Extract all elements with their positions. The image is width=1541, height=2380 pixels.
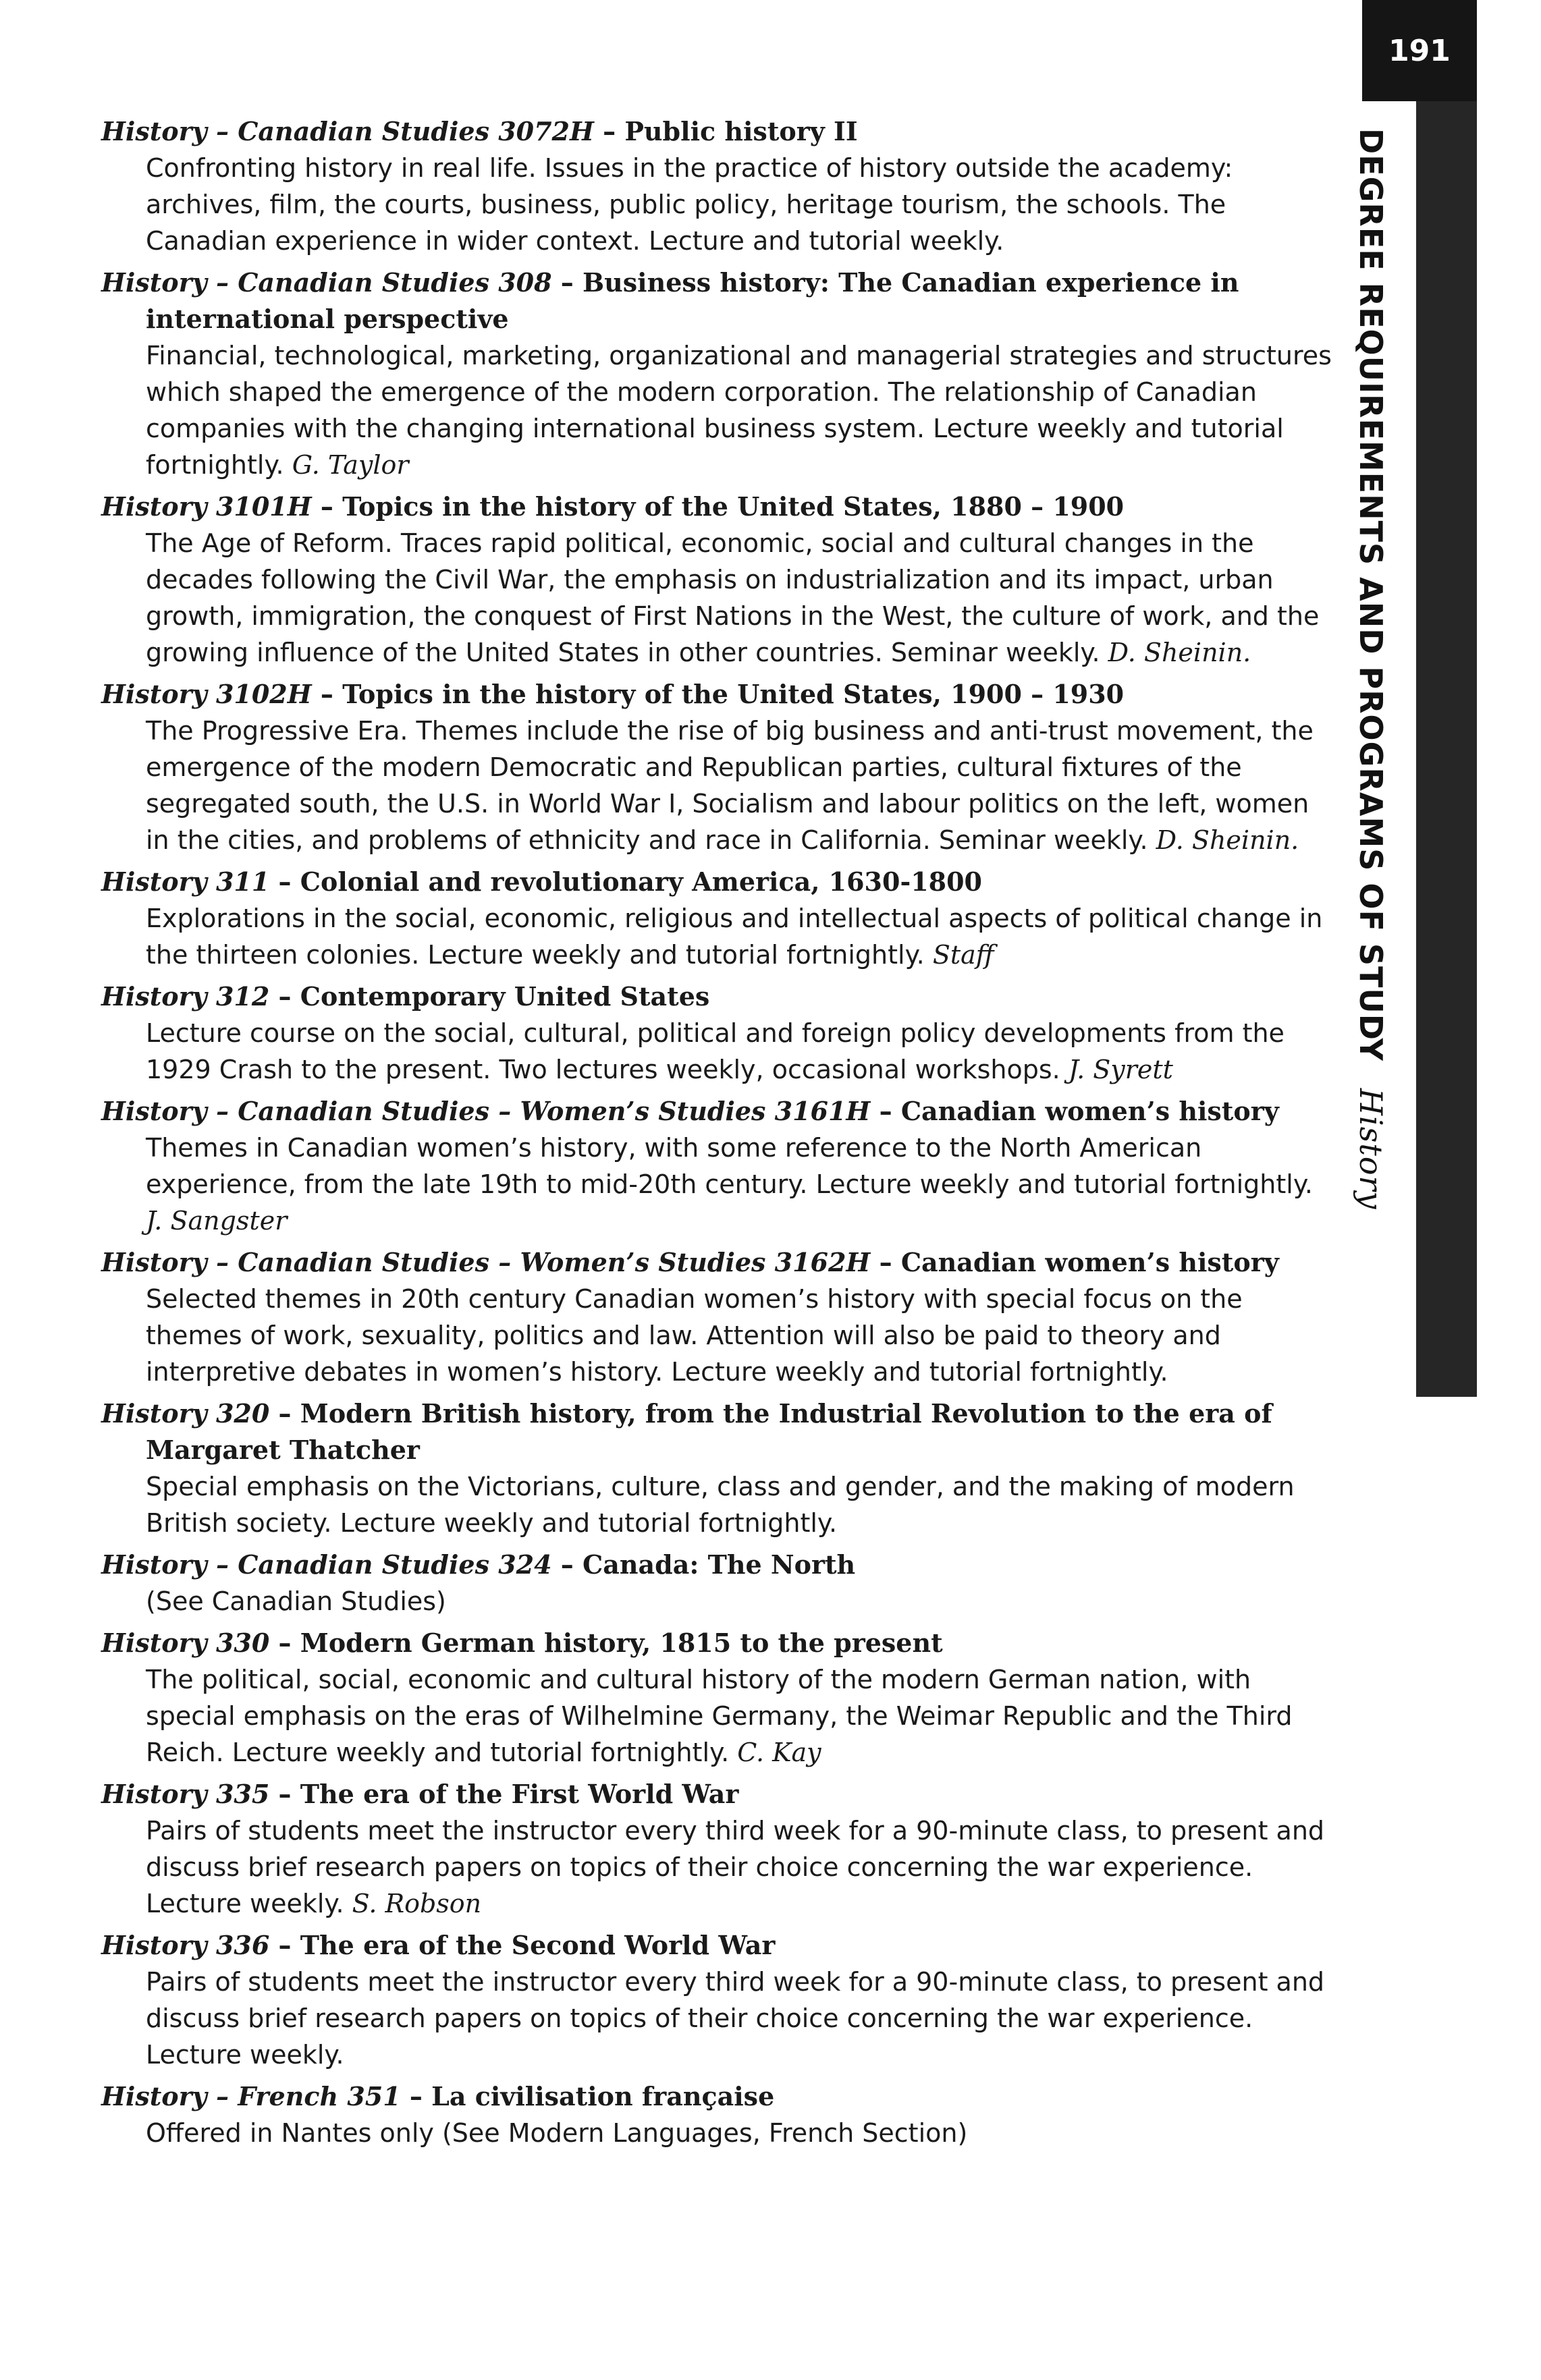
course-description [101,1468,1336,1541]
course-code: History – Canadian Studies 3072H [101,116,594,146]
course-heading: History – Canadian Studies – Women’s Studies 3161H – Canadian women’s history [101,1096,1279,1126]
course-description [101,1583,1336,1620]
course-description [101,1812,1336,1922]
description-text: Special emphasis on the Victorians, culture, class and gender, and the making of modern British society. Lecture weekly and tutorial fortnightly. [146,1472,1295,1538]
page-number: 191 [1362,0,1477,101]
course-name: The era of the First World War [300,1779,739,1809]
course-entry [101,265,1336,483]
course-entry [101,1776,1336,1922]
course-code: History – Canadian Studies – Women’s Studies 3162H [101,1247,871,1277]
course-name: Business history: The Canadian experience in international perspective [146,267,1239,334]
course-list [101,113,1336,2157]
description-text: Explorations in the social, economic, religious and intellectual aspects of political change in the thirteen colonies. Lecture weekly and tutorial fortnightly. [146,904,1323,970]
section-subtitle: History [1353,1088,1389,1210]
course-code: History – Canadian Studies – Women’s Studies 3161H [101,1096,871,1126]
description-text: The political, social, economic and cultural history of the modern German nation, with special emphasis on the eras of Wilhelmine Germany, the Weimar Republic and the Third Reich. Lecture weekly and tutorial fortnightly. [146,1665,1293,1767]
description-text: Offered in Nantes only (See Modern Languages, French Section) [146,2118,968,2148]
course-code: History – Canadian Studies 324 [101,1549,552,1580]
course-name: Modern German history, 1815 to the present [300,1628,943,1658]
course-heading: History 330 – Modern German history, 1815 to the present [101,1628,943,1658]
description-text: Financial, technological, marketing, organizational and managerial strategies and structures which shaped the emergence of the modern corporation. The relationship of Canadian companies with the changing international business system. Lecture weekly and tutorial fortnightly. [146,341,1332,480]
course-entry [101,489,1336,671]
course-name: Colonial and revolutionary America, 1630-1800 [300,866,982,897]
description-text: The Progressive Era. Themes include the rise of big business and anti-trust movement, the emergence of the modern Democratic and Republican parties, cultural fixtures of the segregated south, the U.S. in World War I, Socialism and labour politics on the left, women in the cities, and problems of ethnicity and race in California. Seminar weekly. [146,716,1314,855]
course-description [101,713,1336,858]
course-heading: History 3101H – Topics in the history of the United States, 1880 – 1900 [101,491,1125,522]
description-text: Pairs of students meet the instructor every third week for a 90-minute class, to present and discuss brief research papers on topics of their choice concerning the war experience. Lecture weekly. [146,1967,1325,2070]
instructor: D. Sheinin. [1108,638,1251,667]
course-name: Canadian women’s history [900,1096,1279,1126]
course-entry [101,2078,1336,2151]
course-code: History – Canadian Studies 308 [101,267,552,298]
course-name: Topics in the history of the United States, 1880 – 1900 [342,491,1125,522]
instructor: Staff [932,940,994,970]
section-title: DEGREE REQUIREMENTS AND PROGRAMS OF STUDY [1353,128,1389,1061]
course-code: History 3101H [101,491,312,522]
course-name: Contemporary United States [300,981,710,1012]
course-description [101,900,1336,973]
course-entry [101,676,1336,858]
course-heading: History – Canadian Studies – Women’s Studies 3162H – Canadian women’s history [101,1247,1279,1277]
course-heading: History 3102H – Topics in the history of the United States, 1900 – 1930 [101,679,1125,709]
course-name: The era of the Second World War [300,1930,776,1960]
instructor: D. Sheinin. [1156,825,1299,855]
course-code: History – French 351 [101,2081,401,2111]
course-description [101,1130,1336,1239]
course-heading: History 335 – The era of the First World War [101,1779,739,1809]
course-name: Modern British history, from the Industrial Revolution to the era of Margaret Thatcher [146,1398,1272,1465]
instructor: J. Sangster [146,1206,288,1236]
course-heading: History 311 – Colonial and revolutionary America, 1630-1800 [101,866,982,897]
instructor: G. Taylor [292,450,409,480]
description-text: (See Canadian Studies) [146,1586,446,1616]
course-entry [101,113,1336,259]
course-heading: History – Canadian Studies 308 – Business history: The Canadian experience in international perspective [101,267,1239,334]
course-description [101,150,1336,259]
course-code: History 335 [101,1779,270,1809]
course-code: History 3102H [101,679,312,709]
course-code: History 311 [101,866,270,897]
instructor: C. Kay [737,1738,821,1767]
description-text: Confronting history in real life. Issues in the practice of history outside the academy: archives, film, the courts, business, public policy, heritage tourism, the schools. The Canadian experience in wider context. Lecture and tutorial weekly. [146,153,1233,256]
course-heading: History 312 – Contemporary United States [101,981,710,1012]
description-text: The Age of Reform. Traces rapid political, economic, social and cultural changes in the decades following the Civil War, the emphasis on industrialization and its impact, urban growth, immigration, the conquest of First Nations in the West, the culture of work, and the growing influence of the United States in other countries. Seminar weekly. [146,528,1320,667]
instructor: J. Syrett [1068,1055,1173,1084]
course-heading: History 320 – Modern British history, from the Industrial Revolution to the era of Margaret Thatcher [101,1398,1272,1465]
course-description [101,337,1336,483]
course-description [101,525,1336,671]
course-description [101,1015,1336,1088]
course-description [101,2115,1336,2151]
course-entry [101,1547,1336,1620]
course-heading: History – Canadian Studies 3072H – Public history II [101,116,858,146]
course-entry [101,1395,1336,1541]
section-side-label [1353,128,1389,1210]
course-code: History 320 [101,1398,270,1429]
course-description [101,1964,1336,2073]
course-code: History 312 [101,981,270,1012]
course-entry [101,978,1336,1088]
course-heading: History – Canadian Studies 324 – Canada: The North [101,1549,856,1580]
course-entry [101,1927,1336,2073]
description-text: Pairs of students meet the instructor every third week for a 90-minute class, to present and discuss brief research papers on topics of their choice concerning the war experience. Lecture weekly. [146,1816,1325,1918]
course-name: Public history II [624,116,858,146]
course-entry [101,1093,1336,1239]
course-name: Topics in the history of the United States, 1900 – 1930 [342,679,1125,709]
instructor: S. Robson [352,1889,482,1918]
course-name: Canadian women’s history [900,1247,1279,1277]
course-entry [101,1244,1336,1390]
course-entry [101,864,1336,973]
course-code: History 330 [101,1628,270,1658]
description-text: Lecture course on the social, cultural, political and foreign policy developments from the 1929 Crash to the present. Two lectures weekly, occasional workshops. [146,1018,1285,1084]
course-description [101,1661,1336,1771]
course-description [101,1281,1336,1390]
description-text: Selected themes in 20th century Canadian women’s history with special focus on the themes of work, sexuality, politics and law. Attention will also be paid to theory and interpretive debates in women’s history. Lecture weekly and tutorial fortnightly. [146,1284,1243,1387]
course-entry [101,1625,1336,1771]
course-heading: History – French 351 – La civilisation française [101,2081,775,2111]
course-name: Canada: The North [583,1549,856,1580]
course-heading: History 336 – The era of the Second World War [101,1930,776,1960]
course-code: History 336 [101,1930,270,1960]
description-text: Themes in Canadian women’s history, with some reference to the North American experience, from the late 19th to mid-20th century. Lecture weekly and tutorial fortnightly. [146,1133,1313,1199]
course-name: La civilisation française [431,2081,775,2111]
